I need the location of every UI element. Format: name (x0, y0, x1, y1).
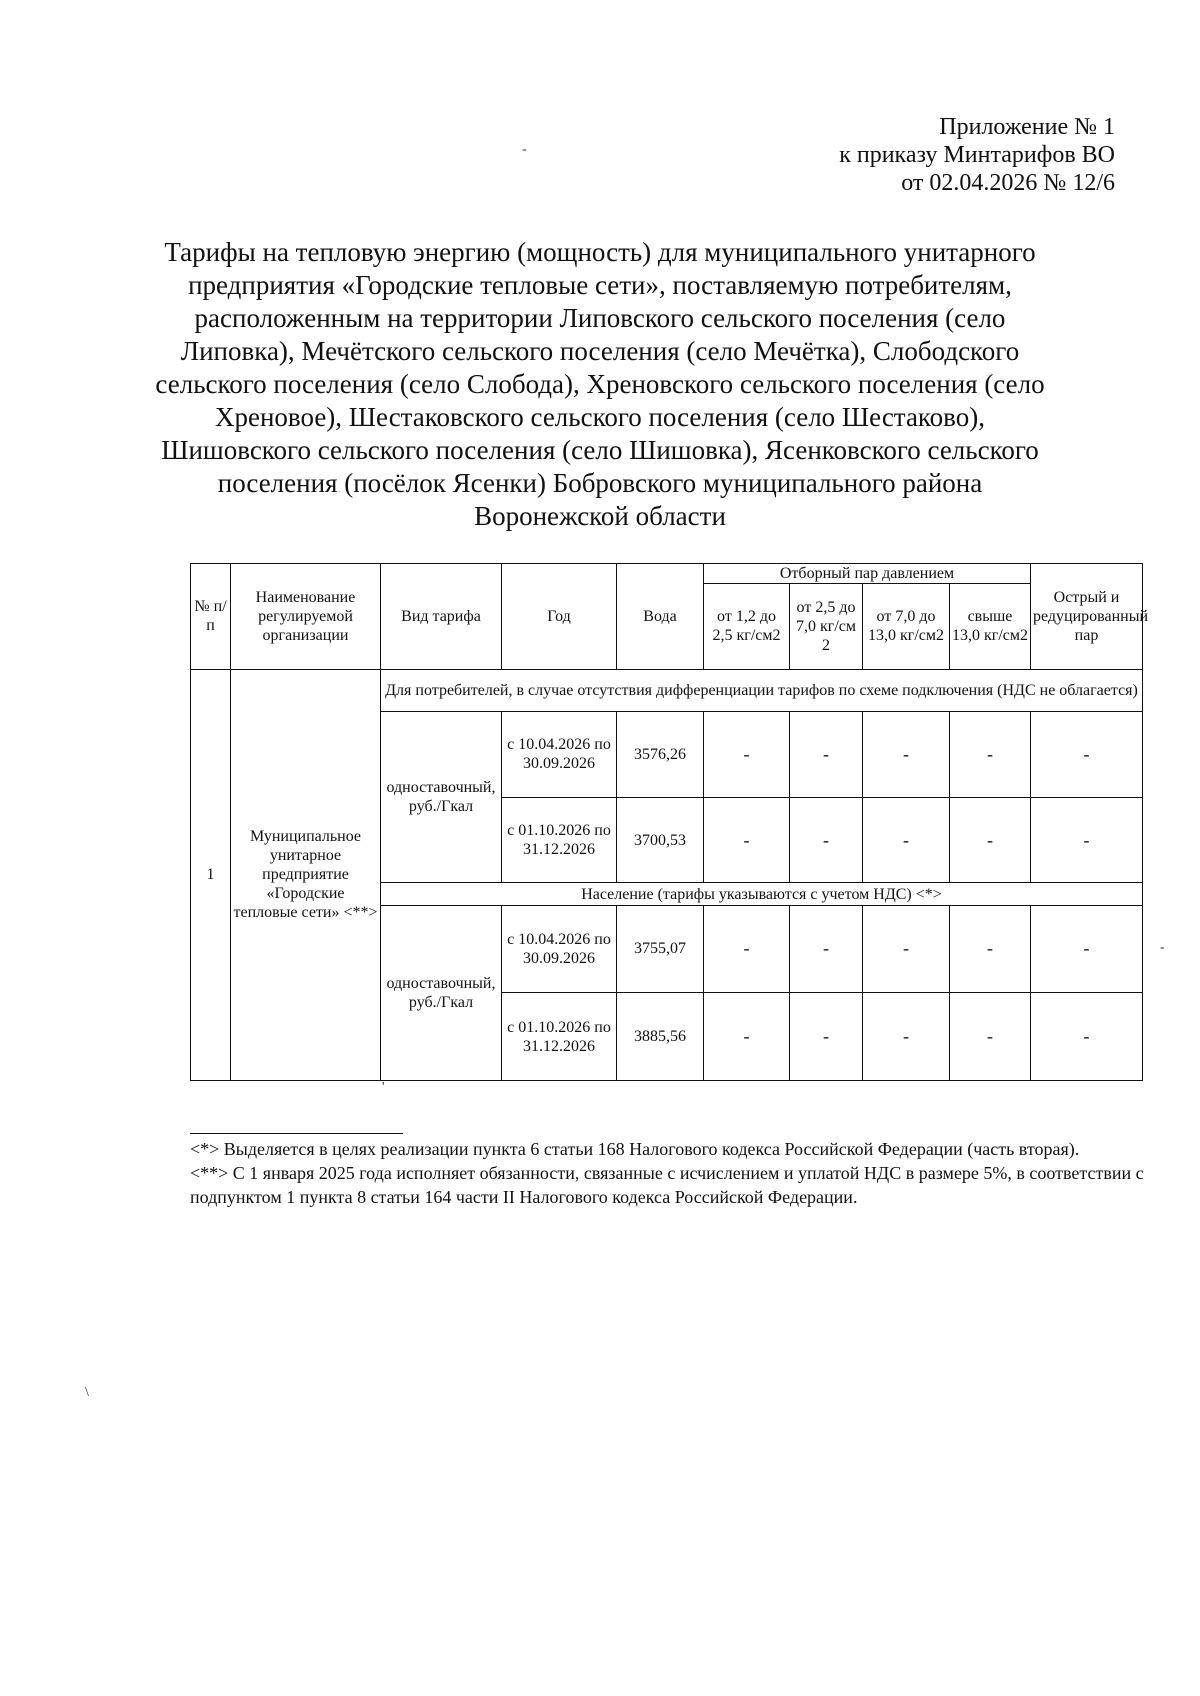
header-steam-4: свыше 13,0 кг/см2 (950, 584, 1031, 670)
steam4-value: - (950, 905, 1031, 993)
tariff-type-cell: одноставочный, руб./Гкал (381, 905, 502, 1080)
steam2-value: - (790, 797, 863, 883)
steam3-value: - (863, 712, 950, 798)
water-value: 3576,26 (617, 712, 704, 798)
title-line: Шишовского сельского поселения (село Шишовка), Ясенковского сельского (161, 435, 1039, 465)
sharp-steam-value: - (1031, 712, 1143, 798)
title-line: Липовка), Мечётского сельского поселения (село Мечётка), Слободского (180, 336, 1020, 366)
steam1-value: - (704, 993, 790, 1081)
steam2-value: - (790, 993, 863, 1081)
sharp-steam-value: - (1031, 993, 1143, 1081)
header-number: № п/ п (191, 564, 231, 670)
appendix-line-2: к приказу Минтарифов ВО (839, 142, 1115, 168)
steam4-value: - (950, 712, 1031, 798)
tariff-type-cell: одноставочный, руб./Гкал (381, 712, 502, 883)
steam2-value: - (790, 712, 863, 798)
steam4-value: - (950, 993, 1031, 1081)
sharp-steam-value: - (1031, 797, 1143, 883)
steam3-value: - (863, 905, 950, 993)
section-heading: Население (тарифы указываются с учетом НДС) <*> (381, 883, 1143, 905)
header-steam-2: от 2,5 до 7,0 кг/см 2 (790, 584, 863, 670)
row-number: 1 (191, 669, 231, 1080)
appendix-reference (839, 113, 1115, 197)
header-sharp-steam: Острый и редуцированный пар (1031, 564, 1143, 670)
title-line: предприятия «Городские тепловые сети», поставляемую потребителям, (188, 270, 1012, 300)
sharp-steam-value: - (1031, 905, 1143, 993)
steam3-value: - (863, 993, 950, 1081)
period-cell: с 01.10.2026 по 31.12.2026 (502, 797, 617, 883)
header-organization: Наименование регулируемой организации (231, 564, 381, 670)
title-line: поселения (посёлок Ясенки) Бобровского муниципального района (217, 468, 983, 498)
appendix-line-1: Приложение № 1 (939, 114, 1115, 140)
footnote-1: <*> Выделяется в целях реализации пункта 6 статьи 168 Налогового кодекса Российской Федерации (часть вторая). (190, 1139, 1080, 1159)
title-line: Воронежской области (474, 501, 726, 531)
period-cell: с 01.10.2026 по 31.12.2026 (502, 993, 617, 1081)
header-tariff-type: Вид тарифа (381, 564, 502, 670)
section-heading: Для потребителей, в случае отсутствия дифференциации тарифов по схеме подключения (НДС не облагается) (381, 669, 1143, 711)
scan-speck: ' (382, 1080, 385, 1095)
header-steam-1: от 1,2 до 2,5 кг/см2 (704, 584, 790, 670)
scan-speck: \ (85, 1385, 89, 1400)
header-year: Год (502, 564, 617, 670)
steam4-value: - (950, 797, 1031, 883)
footnotes (190, 1137, 1145, 1209)
water-value: 3700,53 (617, 797, 704, 883)
appendix-line-3: от 02.04.2026 № 12/6 (901, 170, 1115, 196)
steam1-value: - (704, 797, 790, 883)
title-line: Хреновое), Шестаковского сельского поселения (село Шестаково), (215, 402, 985, 432)
organization-name: Муниципальное унитарное предприятие «Городские тепловые сети» <**> (231, 669, 381, 1080)
title-line: сельского поселения (село Слобода), Хреновского сельского поселения (село (155, 369, 1045, 399)
title-line: Тарифы на тепловую энергию (мощность) для муниципального унитарного (164, 237, 1036, 267)
footnote-2: <**> С 1 января 2025 года исполняет обязанности, связанные с исчислением и уплатой НДС в размере 5%, в соответствии с подпунктом 1 пункта 8 статьи 164 части II Налогового кодекса Российской Федерации. (190, 1163, 1144, 1207)
period-cell: с 10.04.2026 по 30.09.2026 (502, 905, 617, 993)
steam1-value: - (704, 905, 790, 993)
scan-speck: - (1160, 940, 1165, 955)
steam2-value: - (790, 905, 863, 993)
footnote-separator (190, 1133, 403, 1134)
water-value: 3755,07 (617, 905, 704, 993)
period-cell: с 10.04.2026 по 30.09.2026 (502, 712, 617, 798)
scan-speck: - (522, 142, 527, 157)
title-line: расположенным на территории Липовского сельского поселения (село (194, 303, 1006, 333)
header-steam-3: от 7,0 до 13,0 кг/см2 (863, 584, 950, 670)
water-value: 3885,56 (617, 993, 704, 1081)
header-water: Вода (617, 564, 704, 670)
header-steam-group: Отборный пар давлением (704, 564, 1031, 584)
steam1-value: - (704, 712, 790, 798)
document-title (150, 236, 1050, 533)
tariff-table (190, 563, 1149, 1081)
steam3-value: - (863, 797, 950, 883)
